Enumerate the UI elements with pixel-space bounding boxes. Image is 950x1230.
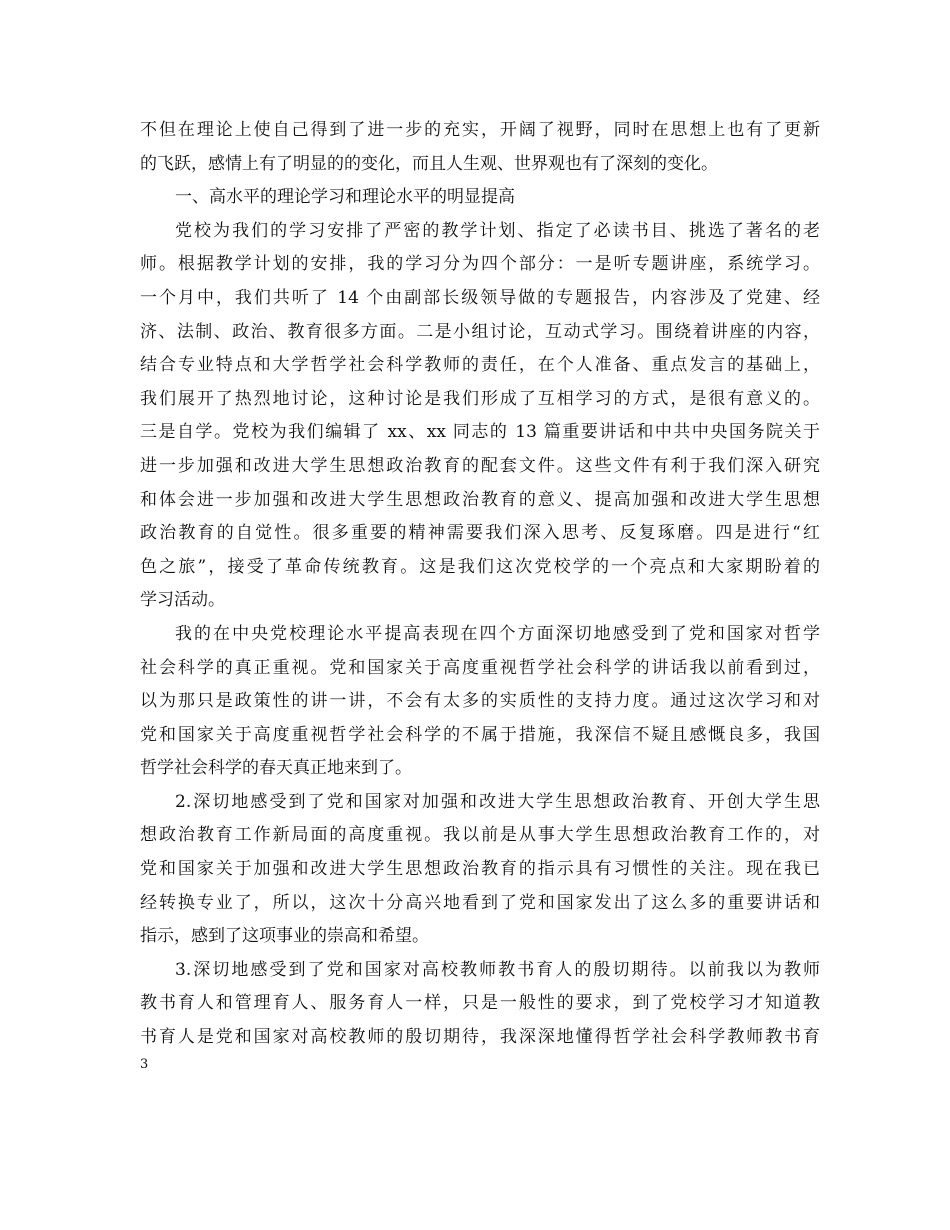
text-line: 一个月中，我们共听了 14 个由副部长级领导做的专题报告，内容涉及了党建、经 bbox=[140, 287, 820, 308]
text-line: 党和国家关于高度重视哲学社会科学的不属于措施，我深信不疑且感慨良多，我国 bbox=[140, 724, 820, 745]
text-line: 一、高水平的理论学习和理论水平的明显提高 bbox=[175, 187, 515, 208]
text-line: 指示，感到了这项事业的崇高和希望。 bbox=[140, 926, 429, 947]
text-line: 济、法制、政治、教育很多方面。二是小组讨论，互动式学习。围绕着讲座的内容， bbox=[140, 321, 820, 342]
text-line: 我的在中央党校理论水平提高表现在四个方面深切地感受到了党和国家对哲学 bbox=[175, 623, 820, 644]
text-line: 色之旅”，接受了革命传统教育。这是我们这次党校学的一个亮点和大家期盼着的 bbox=[140, 556, 820, 577]
text-line: 三是自学。党校为我们编辑了 xx、xx 同志的 13 篇重要讲话和中共中央国务院关于 bbox=[140, 422, 820, 443]
text-line: 的飞跃，感情上有了明显的的变化，而且人生观、世界观也有了深刻的变化。 bbox=[140, 153, 718, 174]
text-line: 学习活动。 bbox=[140, 590, 225, 611]
text-line: 和体会进一步加强和改进大学生思想政治教育的意义、提高加强和改进大学生思想 bbox=[140, 489, 820, 510]
text-line: 党校为我们的学习安排了严密的教学计划、指定了必读书目、挑选了著名的老 bbox=[175, 220, 820, 241]
text-line: 政治教育的自觉性。很多重要的精神需要我们深入思考、反复琢磨。四是进行“红 bbox=[140, 523, 820, 544]
text-line: 我们展开了热烈地讨论，这种讨论是我们形成了互相学习的方式，是很有意义的。 bbox=[140, 388, 820, 409]
text-line: 3.深切地感受到了党和国家对高校教师教书育人的殷切期待。以前我以为教师 bbox=[175, 959, 820, 980]
document-body bbox=[140, 114, 820, 1055]
text-line: 不但在理论上使自己得到了进一步的充实，开阔了视野，同时在思想上也有了更新 bbox=[140, 120, 820, 140]
text-line: 教书育人和管理育人、服务育人一样，只是一般性的要求，到了党校学习才知道教 bbox=[140, 993, 820, 1014]
page-number: 3 bbox=[140, 1057, 149, 1072]
text-line: 结合专业特点和大学哲学社会科学教师的责任，在个人准备、重点发言的基础上， bbox=[140, 355, 820, 376]
text-line: 党和国家关于加强和改进大学生思想政治教育的指示具有习惯性的关注。现在我已 bbox=[140, 859, 820, 880]
text-line: 想政治教育工作新局面的高度重视。我以前是从事大学生思想政治教育工作的，对 bbox=[140, 825, 820, 846]
text-line: 以为那只是政策性的讲一讲，不会有太多的实质性的支持力度。通过这次学习和对 bbox=[140, 691, 820, 712]
text-line: 2.深切地感受到了党和国家对加强和改进大学生思想政治教育、开创大学生思 bbox=[175, 791, 820, 812]
text-line: 哲学社会科学的春天真正地来到了。 bbox=[140, 758, 412, 779]
text-line: 师。根据教学计划的安排，我的学习分为四个部分：一是听专题讲座，系统学习。 bbox=[140, 254, 820, 275]
text-line: 书育人是党和国家对高校教师的殷切期待，我深深地懂得哲学社会科学教师教书育 bbox=[140, 1027, 820, 1048]
text-line: 社会科学的真正重视。党和国家关于高度重视哲学社会科学的讲话我以前看到过， bbox=[140, 657, 820, 678]
text-line: 经转换专业了，所以，这次十分高兴地看到了党和国家发出了这么多的重要讲话和 bbox=[140, 892, 820, 913]
text-line: 进一步加强和改进大学生思想政治教育的配套文件。这些文件有利于我们深入研究 bbox=[140, 455, 820, 476]
